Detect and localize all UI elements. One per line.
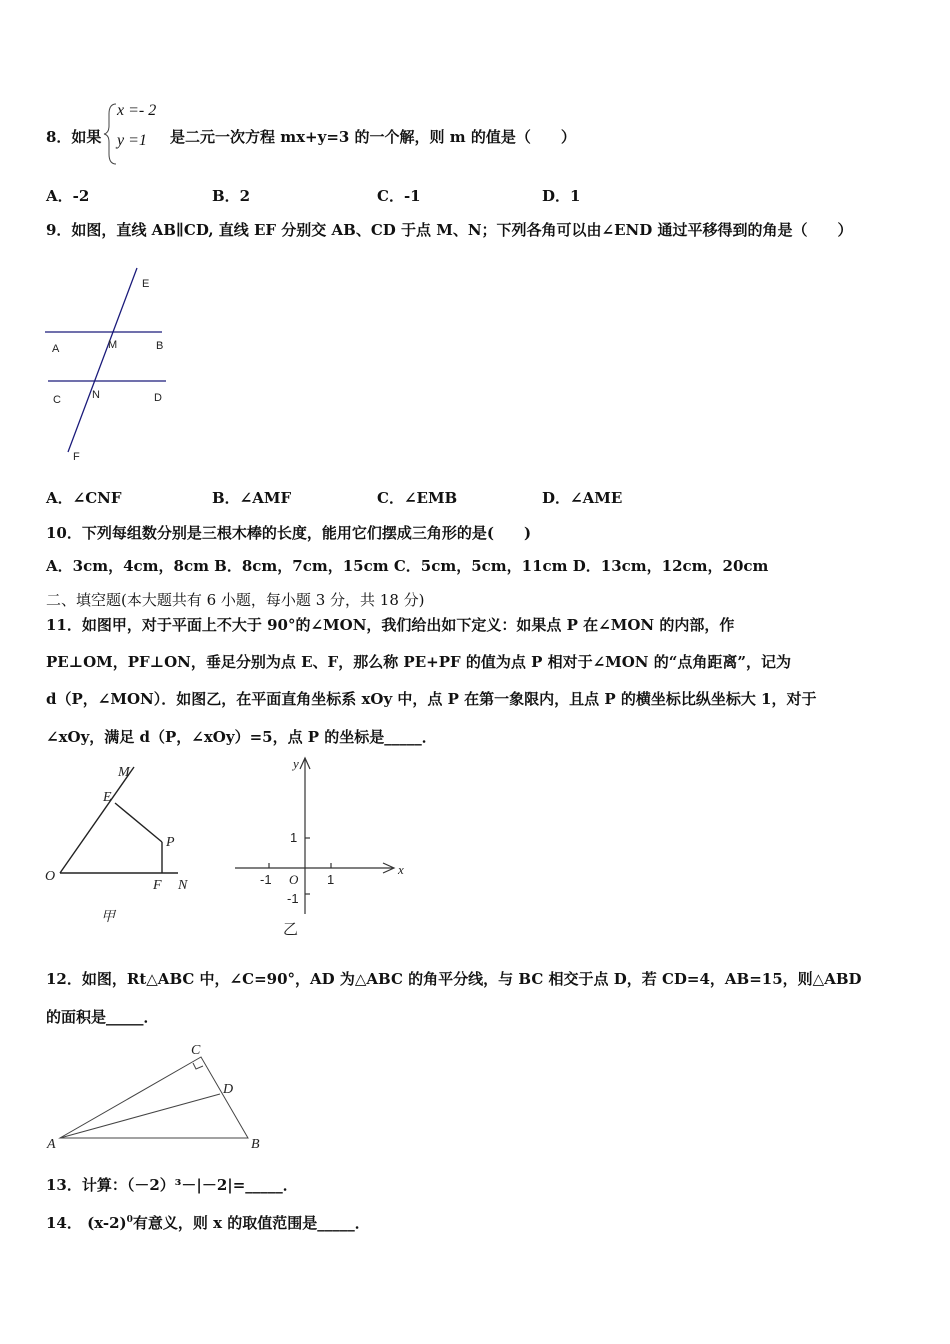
q14-pre: 14． (x-2) [46, 1214, 127, 1232]
q12-line-2: 的面积是_____． [46, 1008, 159, 1026]
label-a: A [47, 1137, 56, 1152]
label-b: B [251, 1137, 260, 1152]
q10-options: A．3cm，4cm，8cm B．8cm，7cm，15cm C．5cm，5cm，11cm D．13cm，12cm，20cm [46, 557, 769, 575]
q8-system-x: x =- 2 [117, 102, 157, 119]
q9-text: 9．如图，直线 AB∥CD, 直线 EF 分别交 AB、CD 于点 M、N；下列各角可以由∠END 通过平移得到的角是（ ） [46, 221, 853, 239]
label-d: D [223, 1082, 234, 1097]
q9-option-d: D．∠AME [542, 489, 623, 507]
q8-option-b: B．2 [212, 187, 251, 205]
label-b: B [156, 340, 164, 352]
label-f: F [153, 878, 162, 893]
label-a: A [52, 343, 60, 355]
q8-option-a: A．-2 [46, 187, 90, 205]
origin-label: O [289, 872, 299, 887]
label-f: F [73, 451, 80, 463]
tick-x-1: 1 [327, 872, 335, 887]
label-d: D [154, 392, 162, 404]
q14-exponent: 0 [126, 1215, 133, 1225]
tick-x-neg1: -1 [260, 872, 272, 887]
tick-y-neg1: -1 [287, 891, 299, 906]
q8-option-c: C．-1 [377, 187, 421, 205]
label-m: M [118, 765, 130, 780]
label-o: O [45, 869, 56, 884]
q10-text: 10．下列每组数分别是三根木棒的长度，能用它们摆成三角形的是( ) [46, 524, 532, 542]
q9-option-b: B．∠AMF [212, 489, 292, 507]
label-m: M [108, 339, 118, 351]
q8-number: 8．如果 [46, 128, 102, 146]
q11-line-1: 11．如图甲，对于平面上不大于 90°的∠MON，我们给出如下定义：如果点 P 在∠MON 的内部，作 [46, 616, 735, 634]
q14-text [46, 1211, 370, 1232]
q8-option-d: D．1 [542, 187, 581, 205]
q13-text: 13．计算：（－2）³－|－2|=_____． [46, 1176, 298, 1194]
q11-line-2: PE⊥OM，PF⊥ON，垂足分别为点 E、F，那么称 PE+PF 的值为点 P 相对于∠MON 的“点角距离”，记为 [46, 653, 792, 671]
axis-x-label: x [398, 862, 404, 877]
label-n: N [178, 878, 188, 893]
q12-line-1: 12．如图，Rt△ABC 中，∠C=90°，AD 为△ABC 的角平分线，与 BC 相交于点 D，若 CD=4，AB=15，则△ABD [46, 970, 862, 988]
label-p: P [166, 835, 175, 850]
label-c: C [191, 1043, 201, 1058]
label-c: C [53, 394, 61, 406]
q11-line-3: d（P，∠MON）．如图乙，在平面直角坐标系 xOy 中，点 P 在第一象限内，且点 P 的横坐标比纵坐标大 1，对于 [46, 690, 817, 708]
label-n: N [92, 389, 100, 401]
caption-jia: 甲 [101, 908, 115, 924]
axis-y-label: y [293, 756, 299, 771]
q8-text: 是二元一次方程 mx+y=3 的一个解，则 m 的值是（ ） [170, 128, 576, 146]
q11-line-4: ∠xOy，满足 d（P，∠xOy）=5，点 P 的坐标是_____． [46, 728, 437, 746]
label-e: E [142, 278, 150, 290]
section-heading: 二、填空题(本大题共有 6 小题，每小题 3 分，共 18 分) [46, 591, 425, 609]
q9-option-a: A．∠CNF [46, 489, 122, 507]
tick-y-1: 1 [290, 830, 298, 845]
q14-post: 有意义，则 x 的取值范围是_____． [132, 1214, 370, 1232]
q8-system-y: y =1 [117, 132, 147, 149]
q9-option-c: C．∠EMB [377, 489, 458, 507]
caption-yi: 乙 [283, 921, 299, 938]
label-e: E [103, 790, 112, 805]
